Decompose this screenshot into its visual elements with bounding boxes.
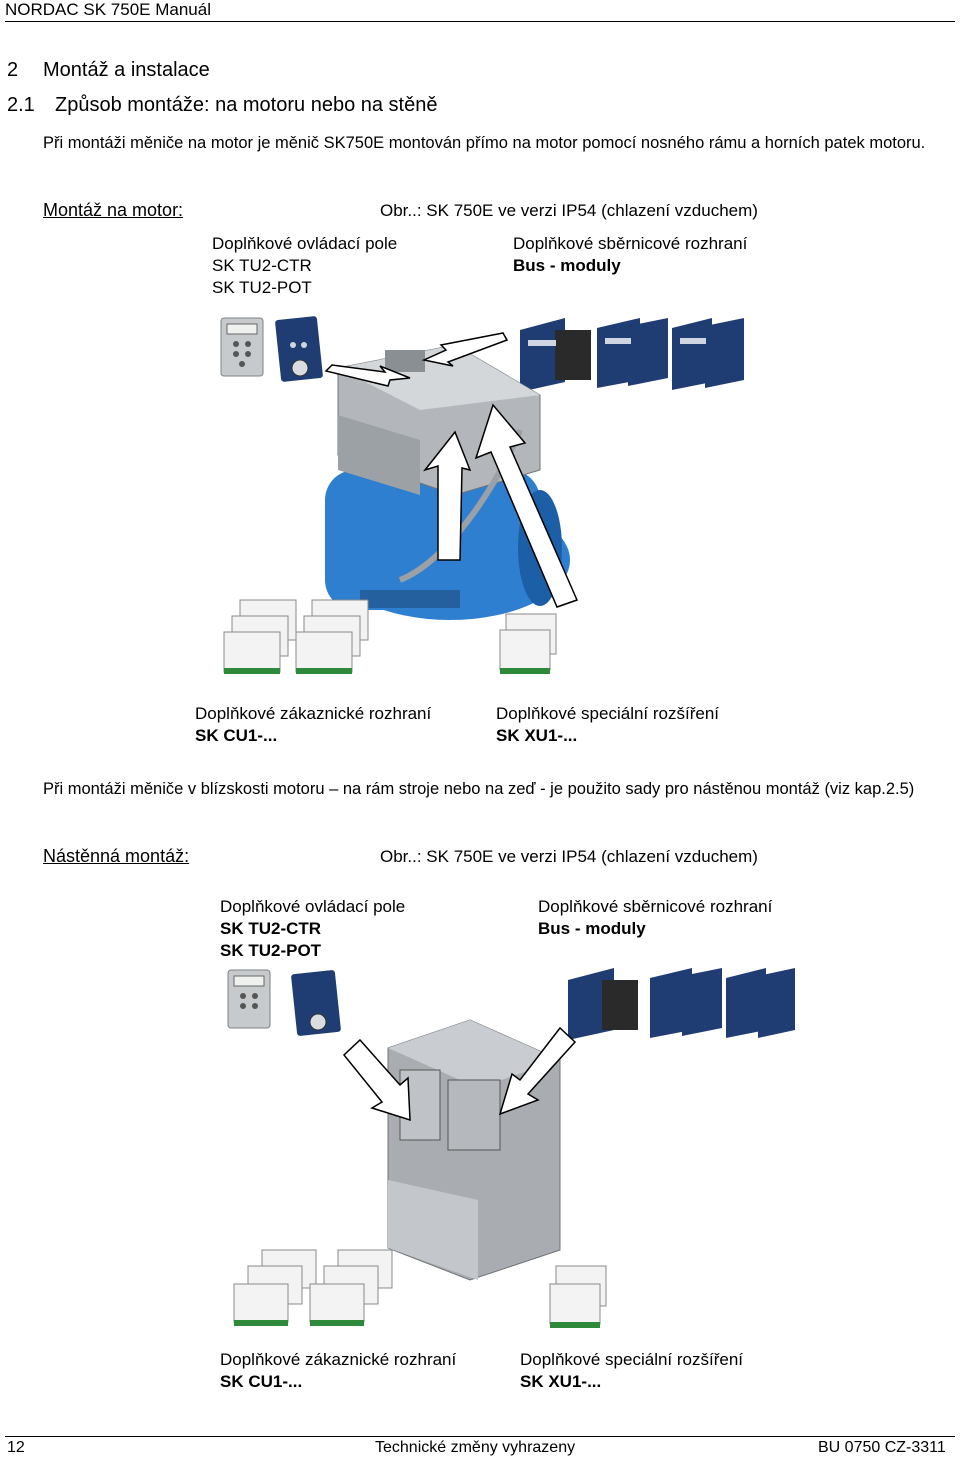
motor-bus-label: Doplňkové sběrnicové rozhraní [513,234,748,253]
subsection-number: 2.1 [7,94,35,116]
motor-control-ctr: SK TU2-CTR [212,256,312,275]
footer-note: Technické změny vyhrazeny [375,1439,576,1456]
motor-figure-caption: Obr..: SK 750E ve verzi IP54 (chlazení vzduchem) [380,201,758,220]
section-number: 2 [7,59,19,81]
wall-control-panel-pot-image [291,970,341,1036]
motor-mount-heading: Montáž na motor: [43,200,184,220]
wall-inverter-image [388,1020,560,1280]
wall-special-code: SK XU1-... [520,1372,602,1391]
wall-special-modules-image [550,1266,606,1328]
wall-figure-caption: Obr..: SK 750E ve verzi IP54 (chlazení vzduchem) [380,847,758,866]
section-title: Montáž a instalace [43,59,210,81]
wall-bus-modules: Bus - moduly [538,919,646,938]
motor-control-label: Doplňkové ovládací pole [212,234,398,253]
wall-control-panel-ctr-image [228,970,270,1028]
document-header: NORDAC SK 750E Manuál [5,0,211,19]
motor-special-code: SK XU1-... [496,726,578,745]
motor-bus-modules: Bus - moduly [513,256,621,275]
wall-customer-label: Doplňkové zákaznické rozhraní [220,1350,457,1369]
wall-intro-paragraph: Při montáži měniče v blízskosti motoru – na rám stroje nebo na zeď - je použito sady pro nástěnou montáž (viz kap.2.5) [43,780,915,798]
motor-control-pot: SK TU2-POT [212,278,312,297]
wall-control-ctr: SK TU2-CTR [220,919,322,938]
wall-bus-label: Doplňkové sběrnicové rozhraní [538,897,773,916]
wall-control-pot: SK TU2-POT [220,941,322,960]
motor-customer-label: Doplňkové zákaznické rozhraní [195,704,432,723]
wall-control-label: Doplňkové ovládací pole [220,897,406,916]
motor-customer-code: SK CU1-... [195,726,278,745]
wall-special-label: Doplňkové speciální rozšíření [520,1350,744,1369]
wall-mount-heading: Nástěnná montáž: [43,846,190,866]
subsection-title: Způsob montáže: na motoru nebo na stěně [55,94,438,116]
wall-bus-modules-image [568,968,795,1040]
motor-special-label: Doplňkové speciální rozšíření [496,704,720,723]
page-number: 12 [7,1439,25,1456]
footer-rule [5,1436,955,1437]
intro-paragraph: Při montáži měniče na motor je měnič SK750E montován přímo na motor pomocí nosného rámu a horních patek motoru. [43,134,926,152]
wall-customer-modules-image [234,1250,392,1326]
wall-customer-code: SK CU1-... [220,1372,303,1391]
document-id: BU 0750 CZ-3311 [818,1439,946,1456]
